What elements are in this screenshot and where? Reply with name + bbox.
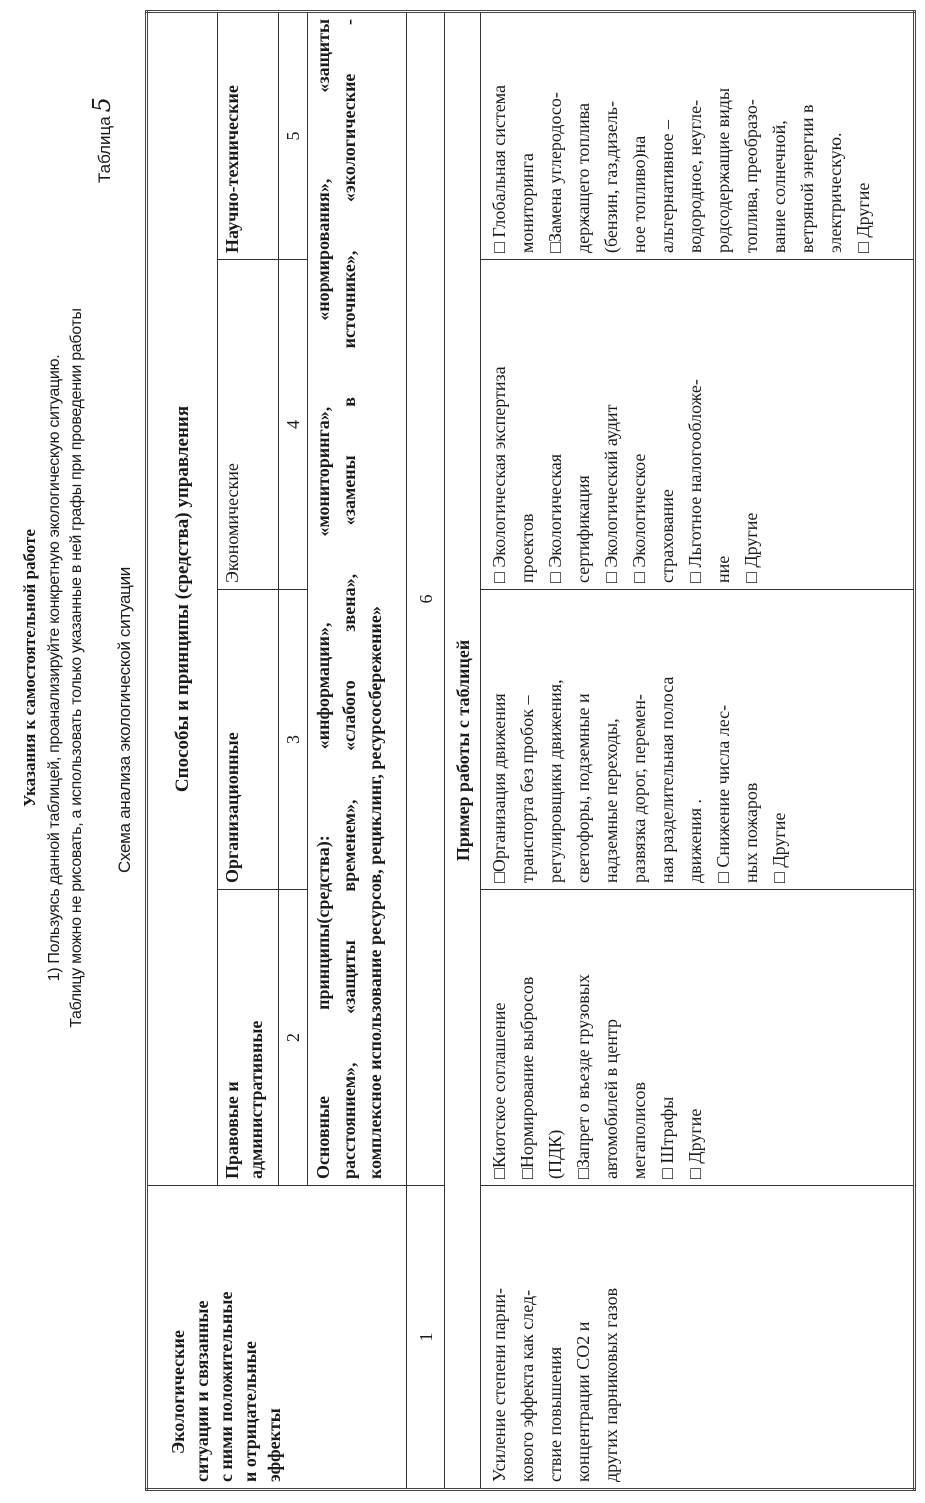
example-title: Пример работы с таблицей xyxy=(445,11,481,1489)
column-number: 4 xyxy=(279,260,308,590)
example-organizational-cell xyxy=(481,590,915,890)
table-label xyxy=(88,97,116,183)
text-line: (ПДК) xyxy=(545,1129,565,1179)
group-header: Способы и принципы (средства) управления xyxy=(147,11,218,1185)
principles-cell xyxy=(308,11,407,1185)
text-line: ная разделительная полоса xyxy=(657,676,677,883)
text-line: держащего топлива xyxy=(573,103,593,253)
document-title: Указания к самостоятельной работе xyxy=(20,529,39,807)
subheader-organizational xyxy=(218,590,279,890)
instruction-line-1: 1) Пользуясь данной таблицей, проанализируйте конкретную экологическую ситуацию. xyxy=(46,354,63,982)
text-line: сертификация xyxy=(573,475,593,583)
table-label-text: Таблица xyxy=(95,116,114,183)
text-line: ветряной энергии в xyxy=(797,104,817,253)
principles-line: Основные принципы(средства): «информации», «мониторинга», «нормирования», «защиты xyxy=(313,18,333,1179)
text-line: □ Глобальная система xyxy=(489,84,509,253)
text-line: ных пожаров xyxy=(741,782,761,883)
instruction-line-2: Таблицу можно не рисовать, а использовать только указанные в ней графы при проведении работы xyxy=(68,308,85,1028)
text-line: родсодержащие виды xyxy=(713,87,733,253)
text-line: □ Снижение числа лес- xyxy=(713,704,733,883)
principles-line: расстоянием», «защиты временем», «слабого звена», «замены в источнике», «экологические - xyxy=(339,18,359,1179)
row-number-left: 1 xyxy=(407,1186,445,1490)
text-line: мониторинга xyxy=(517,153,537,253)
text-line: □Киотское соглашение xyxy=(489,1002,509,1179)
text-line: Правовые и xyxy=(222,1081,242,1179)
text-line: альтернативное – xyxy=(657,119,677,253)
text-line: топлива, преобразо- xyxy=(741,99,761,253)
text-line: Экологические xyxy=(168,1330,188,1454)
text-line: надземные переходы, xyxy=(601,718,621,883)
text-line: эффекты xyxy=(264,1408,284,1482)
principles-line: комплексное использование ресурсов, рециклинг, ресурсосбережение» xyxy=(365,606,385,1179)
text-line: □ Льготное налогообложе- xyxy=(685,379,705,583)
text-line: □ Другие xyxy=(853,182,873,253)
text-line: транспорта без пробок – xyxy=(517,695,537,883)
column-number: 5 xyxy=(279,11,308,259)
row-number-right: 6 xyxy=(407,11,445,1185)
table-number-handwritten: 5 xyxy=(88,97,116,113)
subheader-economic xyxy=(218,260,279,590)
text-line: Усиление степени парни- xyxy=(489,1287,509,1482)
text-line: страхование xyxy=(657,489,677,583)
text-line: движения . xyxy=(685,798,705,883)
text-line: регулировщики движения, xyxy=(545,679,565,883)
text-line: Организационные xyxy=(222,732,242,883)
text-line: □ Экологическое xyxy=(629,453,649,583)
text-line: □ Экологический аудит xyxy=(601,404,621,583)
text-line: □ Экологическая экспертиза xyxy=(489,366,509,583)
text-line: электрическую. xyxy=(825,132,845,253)
example-economic-cell xyxy=(481,260,915,590)
text-line: ситуации и связанные xyxy=(192,1300,212,1482)
text-line: □Нормирование выбросов xyxy=(517,976,537,1179)
col1-header-cell xyxy=(147,1186,407,1490)
text-line: □Запрет о въезде грузовых xyxy=(573,974,593,1179)
text-line: Экономические xyxy=(222,463,242,583)
text-line: развязка дорог, перемен- xyxy=(629,694,649,883)
text-line: ное топливо)на xyxy=(629,135,649,253)
text-line: с ними положительные xyxy=(216,1291,236,1482)
text-line: административные xyxy=(246,1020,266,1179)
text-line: автомобилей в центр xyxy=(601,1019,621,1179)
text-line: □Замена углеродосо- xyxy=(545,92,565,253)
subheader-legal xyxy=(218,890,279,1186)
text-line: кового эффекта как след- xyxy=(517,1289,537,1482)
example-legal-cell xyxy=(481,890,915,1186)
example-situation-cell xyxy=(481,1186,915,1490)
ecological-analysis-table xyxy=(145,10,916,1491)
text-line: ние xyxy=(713,555,733,583)
subheader-scientific-technical xyxy=(218,11,279,259)
text-line: □ Экологическая xyxy=(545,453,565,583)
column-number: 2 xyxy=(279,890,308,1186)
column-number: 3 xyxy=(279,590,308,890)
text-line: мегаполисов xyxy=(629,1081,649,1179)
text-line: вание солнечной, xyxy=(769,120,789,253)
text-line: других парниковых газов xyxy=(601,1287,621,1482)
text-line: (бензин, газ,дизель- xyxy=(601,101,621,253)
text-line: □ Другие xyxy=(741,512,761,583)
text-line: водородное, неугле- xyxy=(685,99,705,253)
text-line: □ Другие xyxy=(769,812,789,883)
text-line: □ Штрафы xyxy=(657,1096,677,1179)
text-line: □Организация движения xyxy=(489,693,509,883)
text-line: светофоры, подземные и xyxy=(573,693,593,883)
example-scientific-cell xyxy=(481,11,915,259)
text-line: □ Другие xyxy=(685,1108,705,1179)
text-line: и отрицательные xyxy=(240,1341,260,1482)
text-line: Научно-технические xyxy=(222,85,242,253)
text-line: концентрации CO2 и xyxy=(573,1321,593,1482)
text-line: проектов xyxy=(517,513,537,583)
text-line: ствие повышения xyxy=(545,1346,565,1482)
scheme-title: Схема анализа экологической ситуации xyxy=(115,566,134,874)
